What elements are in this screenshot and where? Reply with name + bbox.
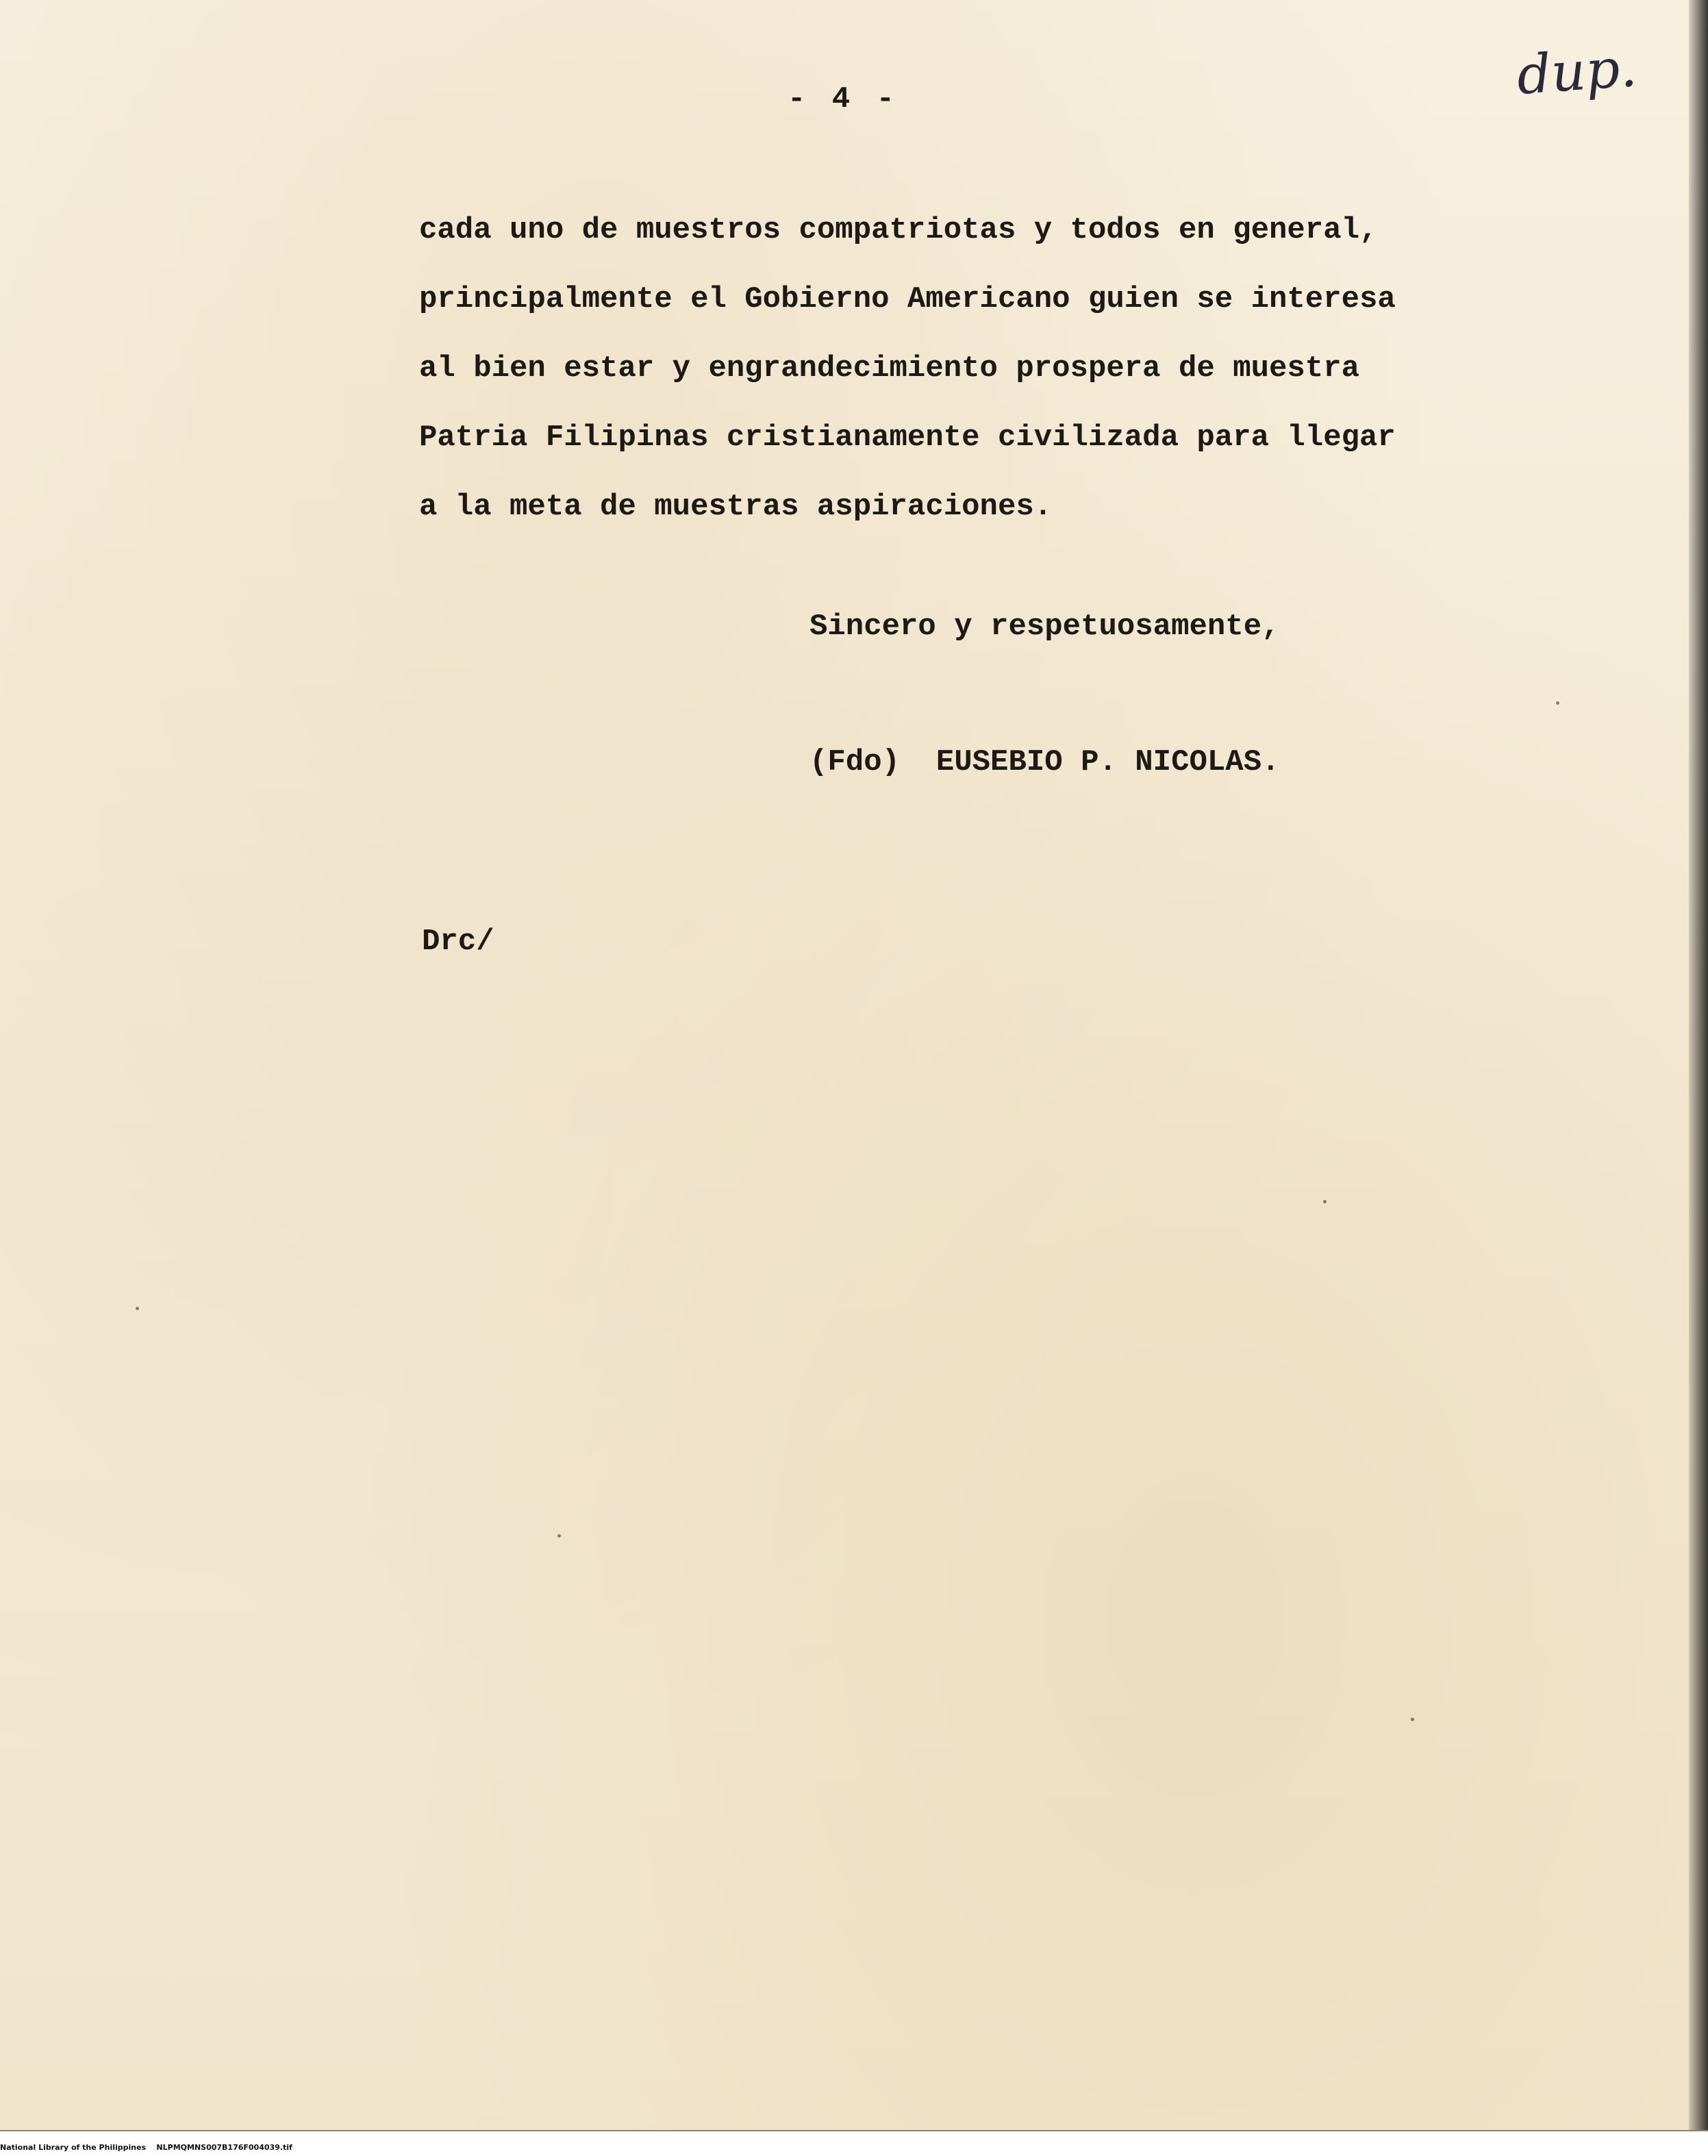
closing-salutation: Sincero y respetuosamente, (809, 610, 1280, 644)
scan-edge-right (1689, 0, 1708, 2131)
paper-speck (1411, 1718, 1414, 1721)
body-line: cada uno de muestros compatriotas y todos en general, (419, 213, 1378, 247)
scan-footer-strip (0, 2130, 1708, 2156)
handwritten-annotation: dup. (1515, 37, 1639, 107)
body-line: Patria Filipinas cristianamente civilizada para llegar (419, 421, 1396, 455)
body-line: a la meta de muestras aspiraciones. (419, 490, 1053, 524)
body-line: principalmente el Gobierno Americano guien se interesa (419, 282, 1396, 316)
paper-speck (1556, 701, 1559, 705)
signature-line: (Fdo) EUSEBIO P. NICOLAS. (809, 745, 1280, 779)
letter-body (419, 196, 1396, 542)
body-line: al bien estar y engrandecimiento prospera de muestra (419, 351, 1360, 386)
typist-initials: Drc/ (422, 925, 494, 959)
scan-footer-label: National Library of the Philippines NLPMQMNS007B176F004039.tif (0, 2143, 292, 2152)
paper-speck (557, 1534, 561, 1538)
paper-speck (1323, 1200, 1327, 1203)
page-number: - 4 - (788, 82, 899, 116)
paper-speck (136, 1307, 139, 1310)
